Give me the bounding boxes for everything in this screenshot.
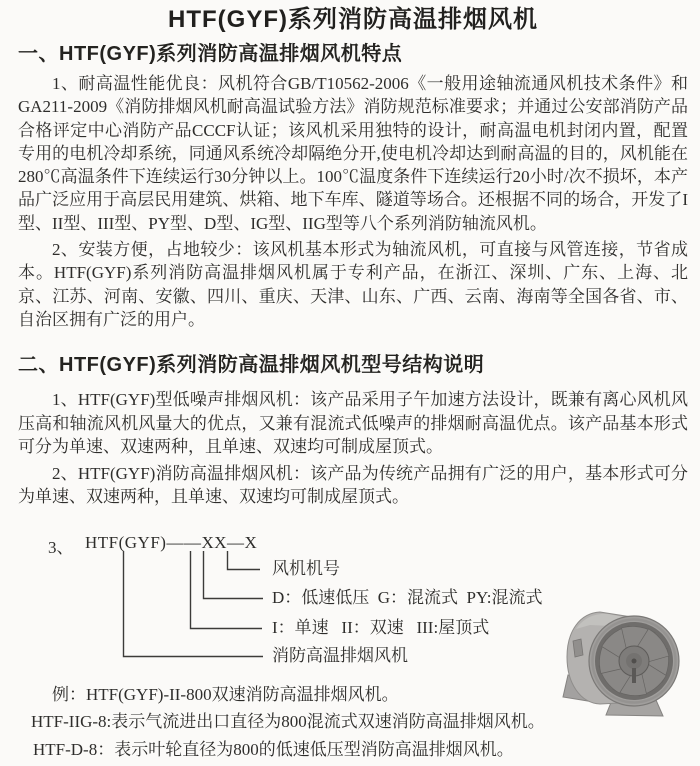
example-line: 例：HTF(GYF)-II-800双速消防高温排烟风机。	[52, 684, 399, 704]
label-product-name: 消防高温排烟风机	[272, 645, 408, 665]
section1-paragraph-1: 1、耐高温性能优良：风机符合GB/T10562-2006《一般用途轴流通风机技术条件》和GA211-2009《消防排烟风机耐高温试验方法》消防规范标准要求；并通过公安部消防产品合格评定中心消防产品CCCF认证；该风机采用独特的设计，耐高温电机封闭内置，配置专用的电机冷却系统，同通风系统冷却隔绝分开,使电机冷却达到耐高温的目的，风机能在280℃高温条件下连续运行30分钟以上。100℃温度条件下连续运行20小时/次不损坏，本产品广泛应用于高层民用建筑、烘箱、地下车库、隧道等场合。还根据不同的场合，开发了I型、II型、III型、PY型、D型、IG型、IIG型等八个系列消防轴流风机。	[18, 74, 688, 233]
model-code: HTF(GYF)——XX—X	[85, 532, 258, 552]
section2-heading: 二、HTF(GYF)系列消防高温排烟风机型号结构说明	[18, 354, 485, 377]
section2-paragraph-2: 2、HTF(GYF)消防高温排烟风机：该产品为传统产品拥有广泛的用户，基本形式可分为单速、双速两种，且单速、双速均可制成屋顶式。	[18, 464, 688, 507]
example-line: HTF-D-8：表示叶轮直径为800的低速低压型消防高温排烟风机。	[33, 739, 514, 759]
label-duct-types: D：低速低压 G：混流式 PY:混流式	[272, 587, 543, 607]
model-item-number: 3、	[48, 537, 74, 557]
section2-paragraph-1: 1、HTF(GYF)型低噪声排烟风机：该产品采用子午加速方法设计，既兼有离心风机风压高和轴流风机风量大的优点，又兼有混流式低噪声的排烟耐高温优点。该产品基本形式可分为单速、双速两种，且单速、双速均可制成屋顶式。	[18, 390, 688, 456]
label-fan-number: 风机机号	[272, 558, 340, 578]
example-line: HTF-IIG-8:表示气流进出口直径为800混流式双速消防高温排烟风机。	[31, 712, 545, 732]
label-speed-types: I：单速 II：双速 III:屋顶式	[272, 617, 490, 637]
page-title: HTF(GYF)系列消防高温排烟风机	[168, 6, 538, 33]
section1-heading: 一、HTF(GYF)系列消防高温排烟风机特点	[18, 43, 403, 65]
model-code-diagram	[18, 532, 688, 672]
section1-paragraph-2: 2、安装方便，占地较少：该风机基本形式为轴流风机，可直接与风管连接，节省成本。HTF(GYF)系列消防高温排烟风机属于专利产品，在浙江、深圳、广东、上海、北京、江苏、河南、安徽、四川、重庆、天津、山东、广西、云南、海南等全国各省、市、自治区拥有广泛的用户。	[18, 240, 688, 329]
fan-product-photo	[556, 605, 690, 719]
